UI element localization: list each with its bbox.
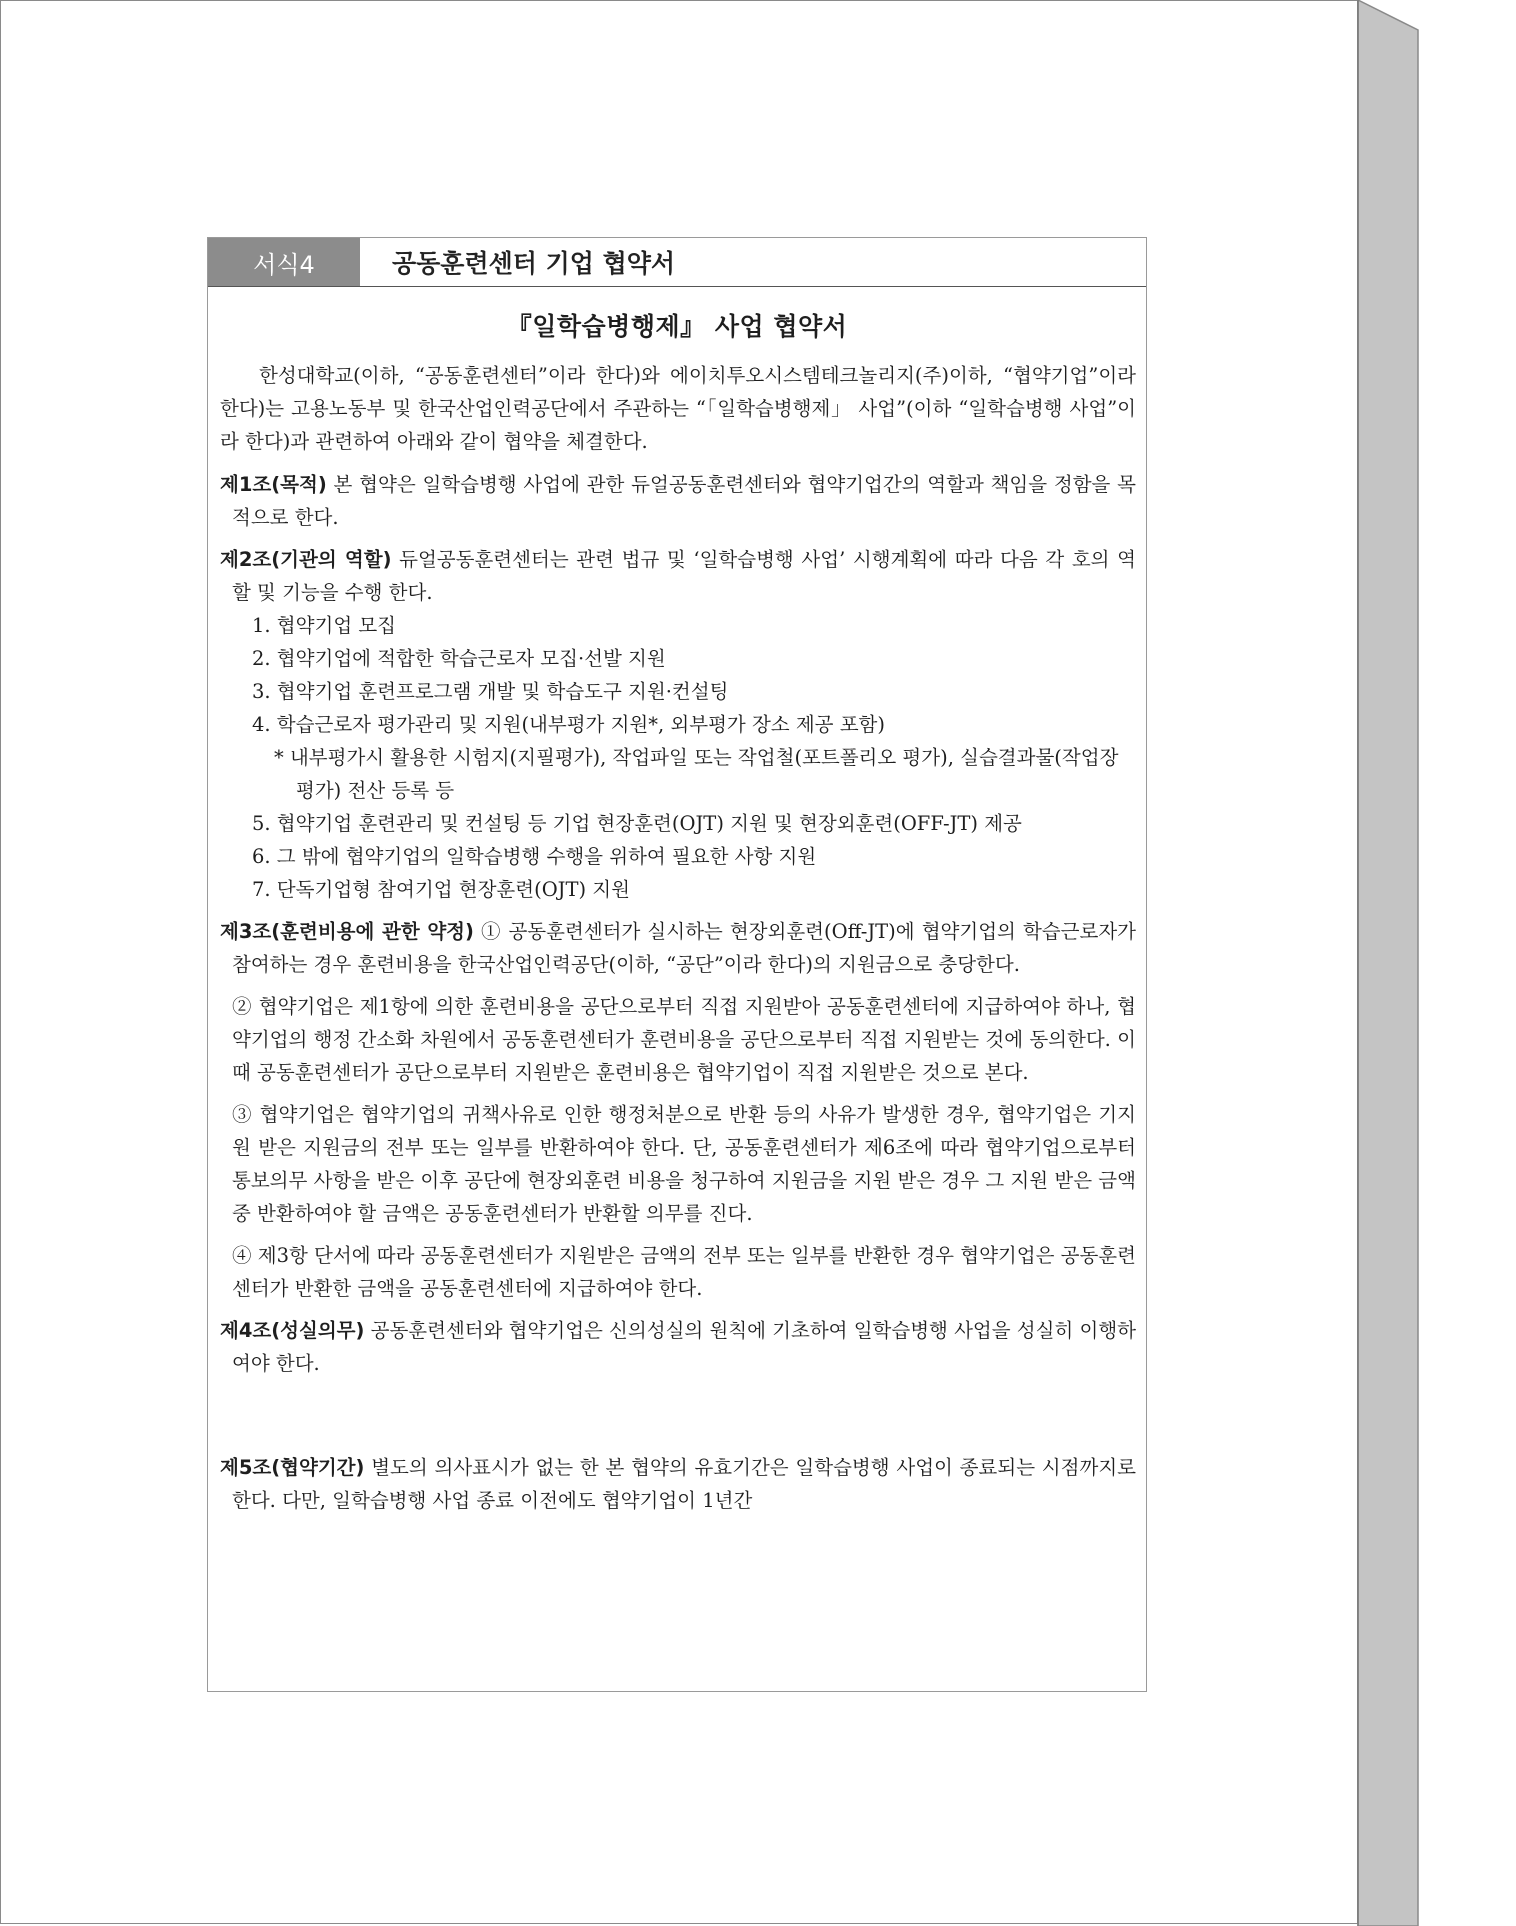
article-2 (220, 543, 1136, 609)
article-4 (220, 1314, 1136, 1380)
list-item: 1. 협약기업 모집 (252, 614, 397, 637)
article-4-text: 공동훈련센터와 협약기업은 신의성실의 원칙에 기초하여 일학습병행 사업을 성실히 이행하여야 한다. (232, 1319, 1137, 1375)
spacer (220, 1380, 1136, 1442)
article-2-list-continued (220, 807, 1136, 906)
article-3-paragraph-2: ② 협약기업은 제1항에 의한 훈련비용을 공단으로부터 직접 지원받아 공동훈련센터에 지급하여야 하나, 협약기업의 행정 간소화 차원에서 공동훈련센터가 훈련비용을 공단으로부터 직접 지원받는 것에 동의한다. 이 때 공동훈련센터가 공단으로부터 지원받은 훈련비용은 협약기업이 직접 지원받은 것으로 본다. (232, 995, 1136, 1084)
document-title: 『일학습병행제』 사업 협약서 (506, 312, 848, 341)
article-3-paragraph-1: ① 공동훈련센터가 실시하는 현장외훈련(Off-JT)에 협약기업의 학습근로자가 참여하는 경우 훈련비용을 한국산업인력공단(이하, “공단”이라 한다)의 지원금으로 충당한다. (232, 920, 1136, 976)
form-title: 공동훈련센터 기업 협약서 (392, 249, 676, 278)
list-item: 5. 협약기업 훈련관리 및 컨설팅 등 기업 현장훈련(OJT) 지원 및 현장외훈련(OFF-JT) 제공 (252, 812, 1022, 835)
list-item: 6. 그 밖에 협약기업의 일학습병행 수행을 위하여 필요한 사항 지원 (252, 845, 817, 868)
article-1 (220, 468, 1136, 534)
article-5-heading: 제5조(협약기간) (220, 1456, 365, 1479)
spine-face (1358, 0, 1418, 1926)
list-item: 7. 단독기업형 참여기업 현장훈련(OJT) 지원 (252, 878, 630, 901)
document-body (208, 359, 1146, 1517)
article-2-list (220, 609, 1136, 741)
form-header (208, 238, 1146, 287)
article-2-text: 듀얼공동훈련센터는 관련 법규 및 ‘일학습병행 사업’ 시행계획에 따라 다음 각 호의 역할 및 기능을 수행 한다. (232, 548, 1136, 604)
list-item: 3. 협약기업 훈련프로그램 개발 및 학습도구 지원·컨설팅 (252, 680, 729, 703)
article-5 (220, 1451, 1136, 1517)
article-1-heading: 제1조(목적) (220, 473, 327, 496)
intro-paragraph: 한성대학교(이하, “공동훈련센터”이라 한다)와 에이치투오시스템테크놀리지(주)이하, “협약기업”이라 한다)는 고용노동부 및 한국산업인력공단에서 주관하는 “「일학습병행제」 사업”(이하 “일학습병행 사업”이라 한다)과 관련하여 아래와 같이 협약을 체결한다. (220, 364, 1136, 453)
list-item: 2. 협약기업에 적합한 학습근로자 모집·선발 지원 (252, 647, 666, 670)
footnote: * 내부평가시 활용한 시험지(지필평가), 작업파일 또는 작업철(포트폴리오 평가), 실습결과물(작업장 평가) 전산 등록 등 (274, 746, 1119, 802)
article-3-heading: 제3조(훈련비용에 관한 약정) (220, 920, 474, 943)
article-3-paragraph-3: ③ 협약기업은 협약기업의 귀책사유로 인한 행정처분으로 반환 등의 사유가 발생한 경우, 협약기업은 기지원 받은 지원금의 전부 또는 일부를 반환하여야 한다. 단, 공동훈련센터가 제6조에 따라 협약기업으로부터 통보의무 사항을 받은 이후 공단에 현장외훈련 비용을 청구하여 지원금을 지원 받은 경우 그 지원 받은 금액 중 반환하여야 할 금액은 공동훈련센터가 반환할 의무를 진다. (232, 1103, 1136, 1225)
list-item: 4. 학습근로자 평가관리 및 지원(내부평가 지원*, 외부평가 장소 제공 포함) (252, 713, 885, 736)
form-number-badge: 서식4 (208, 238, 360, 286)
form-document (207, 237, 1147, 1692)
article-5-text: 별도의 의사표시가 없는 한 본 협약의 유효기간은 일학습병행 사업이 종료되는 시점까지로 한다. 다만, 일학습병행 사업 종료 이전에도 협약기업이 1년간 (232, 1456, 1136, 1512)
article-1-text: 본 협약은 일학습병행 사업에 관한 듀얼공동훈련센터와 협약기업간의 역할과 책임을 정함을 목적으로 한다. (232, 473, 1136, 529)
article-3-paragraph-4: ④ 제3항 단서에 따라 공동훈련센터가 지원받은 금액의 전부 또는 일부를 반환한 경우 협약기업은 공동훈련센터가 반환한 금액을 공동훈련센터에 지급하여야 한다. (232, 1244, 1136, 1300)
article-2-heading: 제2조(기관의 역할) (220, 548, 392, 571)
article-3 (220, 915, 1136, 981)
article-4-heading: 제4조(성실의무) (220, 1319, 365, 1342)
